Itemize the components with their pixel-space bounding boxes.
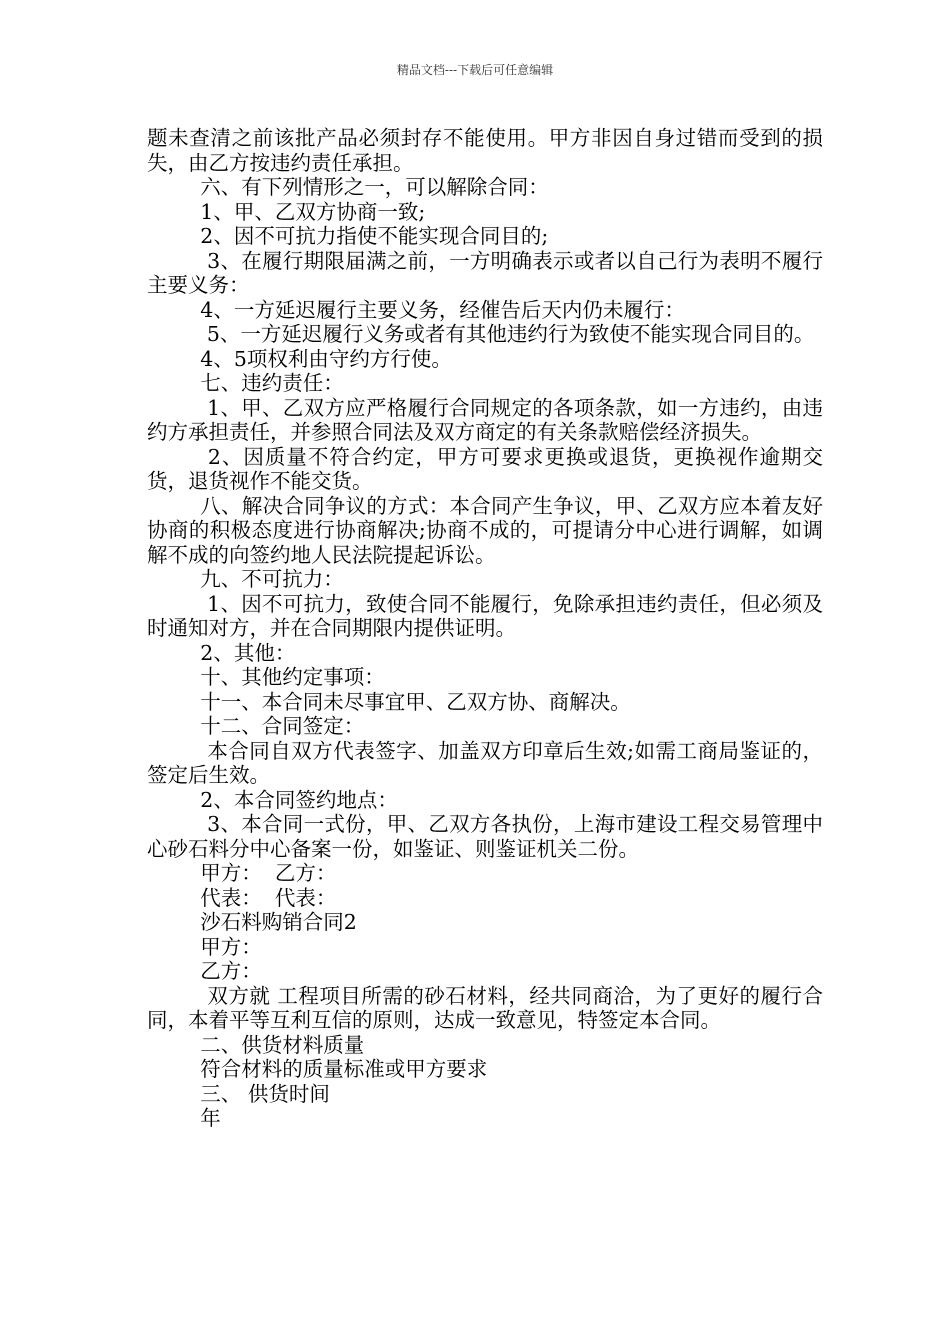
paragraph: 1、因不可抗力，致使合同不能履行，免除承担违约责任，但必须及时通知对方，并在合同期限内提供证明。 [147,591,823,640]
paragraph: 2、因质量不符合约定，甲方可要求更换或退货，更换视作逾期交货，退货视作不能交货。 [147,444,823,493]
paragraph: 八、解决合同争议的方式：本合同产生争议，甲、乙双方应本着友好协商的积极态度进行协商解决;协商不成的，可提请分中心进行调解，如调解不成的向签约地人民法院提起诉讼。 [147,493,823,567]
paragraph: 符合材料的质量标准或甲方要求 [200,1057,488,1081]
paragraph: 甲方： 乙方： [200,861,337,885]
paragraph: 4、5项权利由守约方行使。 [200,346,452,371]
paragraph: 年 [200,1106,221,1130]
paragraph: 十一、本合同未尽事宜甲、乙双方协、商解决。 [200,689,631,714]
paragraph: 甲方： [200,934,262,959]
paragraph: 二、供货材料质量 [200,1032,365,1057]
paragraph: 2、因不可抗力指使不能实现合同目的; [200,224,549,248]
page-header: 精品文档---下载后可任意编辑 [396,63,554,77]
paragraph: 三、 供货时间 [200,1081,330,1106]
paragraph: 3、本合同一式份，甲、乙双方各执份，上海市建设工程交易管理中心砂石料分中心备案一份，如鉴证、则鉴证机关二份。 [147,812,823,861]
paragraph: 4、一方延迟履行主要义务，经催告后天内仍未履行： [200,297,685,322]
paragraph: 题未查清之前该批产品必须封存不能使用。甲方非因自身过错而受到的损失，由乙方按违约责任承担。 [147,126,823,175]
document-body [147,126,823,1131]
paragraph: 六、有下列情形之一，可以解除合同： [200,175,549,199]
paragraph: 七、违约责任： [200,371,344,395]
paragraph: 十二、合同签定： [200,714,365,738]
paragraph: 乙方： [200,959,262,983]
paragraph: 5、一方延迟履行义务或者有其他违约行为致使不能实现合同目的。 [200,322,815,346]
paragraph: 3、在履行期限届满之前，一方明确表示或者以自己行为表明不履行主要义务： [147,248,823,297]
paragraph: 2、本合同签约地点： [200,787,398,812]
paragraph: 双方就 工程项目所需的砂石材料，经共同商洽，为了更好的履行合同，本着平等互利互信的原则，达成一致意见，特签定本合同。 [147,983,823,1032]
paragraph: 本合同自双方代表签字、加盖双方印章后生效;如需工商局鉴证的，签定后生效。 [147,738,823,787]
paragraph: 1、甲、乙双方应严格履行合同规定的各项条款，如一方违约，由违约方承担责任，并参照合同法及双方商定的有关条款赔偿经济损失。 [147,395,823,444]
paragraph: 沙石料购销合同2 [200,910,357,934]
paragraph: 2、其他： [200,640,296,665]
paragraph: 十、其他约定事项： [200,665,385,689]
paragraph: 1、甲、乙双方协商一致; [200,199,426,224]
paragraph: 九、不可抗力： [200,567,344,591]
paragraph: 代表： 代表： [200,885,337,910]
